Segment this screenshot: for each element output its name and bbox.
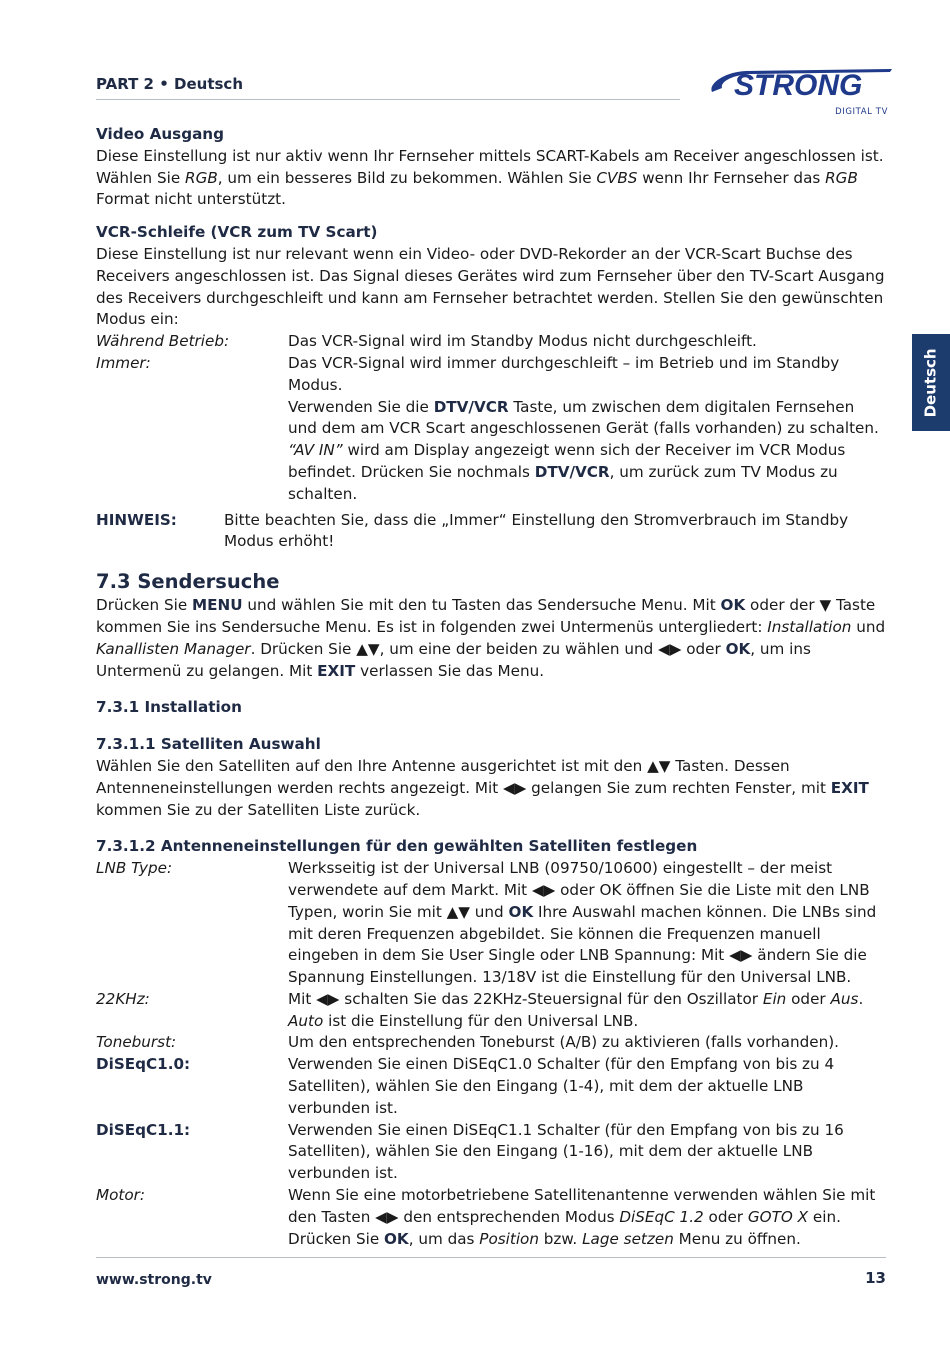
section-heading-7-3-1-2: 7.3.1.2 Antenneneinstellungen für den gewählten Satelliten festlegen — [96, 837, 698, 856]
svg-text:STRONG: STRONG — [734, 69, 863, 102]
vcr-paragraph: Diese Einstellung ist nur relevant wenn ein Video- oder DVD-Rekorder an der VCR-Scart Buchse des Receivers angeschlossen ist. Das Signal dieses Gerätes wird zum Fernseher über den TV-Scart Ausgang des Receivers durchgeschleift und kann am Fernseher betrachtet werden. Stellen Sie den gewünschten Modus ein: — [96, 244, 885, 329]
setting-text: Um den entsprechenden Toneburst (A/B) zu aktivieren (falls vorhanden). — [288, 1033, 839, 1052]
footer-divider — [96, 1257, 886, 1258]
setting-text: Verwenden Sie einen DiSEqC1.0 Schalter (für den Empfang von bis zu 4 Satelliten), wählen Sie den Eingang (1-4), mit dem der aktuelle LNB verbunden ist. — [288, 1055, 835, 1117]
setting-row — [96, 989, 886, 1033]
setting-text: Verwenden Sie einen DiSEqC1.1 Schalter (für den Empfang von bis zu 16 Satelliten), wählen Sie den Eingang (1-16), mit dem der aktuelle LNB verbunden ist. — [288, 1120, 844, 1183]
language-side-tab — [912, 334, 950, 431]
header-part-label: PART 2 • Deutsch — [96, 75, 243, 93]
page-number: 13 — [865, 1269, 886, 1287]
video-paragraph: Diese Einstellung ist nur aktiv wenn Ihr Fernseher mittels SCART-Kabels am Receiver angeschlossen ist. Wählen Sie RGB, um ein besseres Bild zu bekommen. Wählen Sie CVBS wenn Ihr Fernseher das RGB Format nicht unterstützt. — [96, 146, 884, 209]
note-label: HINWEIS: — [96, 510, 177, 529]
vcr-heading: VCR-Schleife (VCR zum TV Scart) — [96, 223, 378, 242]
footer-url: www.strong.tv — [96, 1272, 212, 1288]
setting-label: 22KHz: — [96, 989, 150, 1008]
section-7-3-1-1-paragraph: Wählen Sie den Satelliten auf den Ihre Antenne ausgerichtet ist mit den ▲▼ Tasten. Dessen Antenneneinstellungen werden rechts angezeigt. Mit ◀▶ gelangen Sie zum rechten Fenster, mit EXIT kommen Sie zu der Satelliten Liste zurück. — [96, 756, 869, 819]
setting-label: Toneburst: — [96, 1033, 177, 1052]
header-divider — [96, 99, 680, 100]
setting-label: DiSEqC1.0: — [96, 1055, 191, 1074]
setting-label: Motor: — [96, 1186, 146, 1205]
setting-row — [96, 1120, 886, 1185]
setting-label: LNB Type: — [96, 859, 173, 878]
option-label: Immer: — [96, 353, 151, 372]
section-7-3-paragraph: Drücken Sie MENU und wählen Sie mit den tu Tasten das Sendersuche Menu. Mit OK oder der ▼ Taste kommen Sie ins Sendersuche Menu. Es ist in folgenden zwei Untermenüs untergliedert: Installation und Kanallisten Manager. Drücken Sie ▲▼, um eine der beiden zu wählen und ◀▶ oder OK, um ins Untermenü zu gelangen. Mit EXIT verlassen Sie das Menu. — [96, 596, 886, 680]
setting-text: Werksseitig ist der Universal LNB (09750/10600) eingestellt – der meist verwendete auf dem Markt. Mit ◀▶ oder OK öffnen Sie die Liste mit den LNB Typen, worin Sie mit ▲▼ und OK Ihre Auswahl machen können. Die LNBs sind mit deren Frequenzen abgebildet. Sie können die Frequenzen manuell eingeben in dem Sie User Single oder LNB Spannung: Mit ◀▶ ändern Sie die Spannung Einstellungen. 13/18V ist die Einstellung für den Universal LNB. — [288, 859, 877, 987]
logo-subtitle: DIGITAL TV — [835, 107, 888, 117]
note-block — [96, 510, 886, 554]
section-heading-7-3-1: 7.3.1 Installation — [96, 698, 242, 717]
vcr-option-row — [96, 353, 886, 506]
section-heading-7-3-1-1: 7.3.1.1 Satelliten Auswahl — [96, 735, 321, 754]
strong-logo-mark — [706, 62, 896, 102]
vcr-option-row — [96, 331, 886, 353]
setting-row — [96, 1185, 886, 1250]
strong-logo — [706, 62, 896, 117]
note-text: Bitte beachten Sie, dass die „Immer“ Einstellung den Stromverbrauch im Standby Modus erhöht! — [224, 510, 849, 551]
video-heading: Video Ausgang — [96, 125, 224, 143]
setting-row — [96, 858, 886, 989]
option-label: Während Betrieb: — [96, 332, 230, 351]
setting-text: Mit ◀▶ schalten Sie das 22KHz-Steuersignal für den Oszillator Ein oder Aus. Auto ist die Einstellung für den Universal LNB. — [288, 989, 864, 1030]
section-heading-7-3: 7.3 Sendersuche — [96, 570, 280, 594]
page-content — [96, 124, 886, 1250]
option-text: Das VCR-Signal wird immer durchgeschleift – im Betrieb und im Standby Modus. Verwenden Sie die DTV/VCR Taste, um zwischen dem digitalen Fernsehen und dem am VCR Scart angeschlossenen Gerät (falls vorhanden) zu schalten. “AV IN” wird am Display angezeigt wenn sich der Receiver im VCR Modus befindet. Drücken Sie nochmals DTV/VCR, um zurück zum TV Modus zu schalten. — [288, 353, 879, 503]
option-text: Das VCR-Signal wird im Standby Modus nicht durchgeschleift. — [288, 332, 757, 351]
setting-row — [96, 1054, 886, 1119]
setting-text: Wenn Sie eine motorbetriebene Satellitenantenne verwenden wählen Sie mit den Tasten ◀▶ den entsprechenden Modus DiSEqC 1.2 oder GOTO X ein. Drücken Sie OK, um das Position bzw. Lage setzen Menu zu öffnen. — [288, 1186, 876, 1248]
setting-row — [96, 1032, 886, 1054]
side-tab-label: Deutsch — [921, 348, 940, 417]
setting-label: DiSEqC1.1: — [96, 1120, 191, 1139]
